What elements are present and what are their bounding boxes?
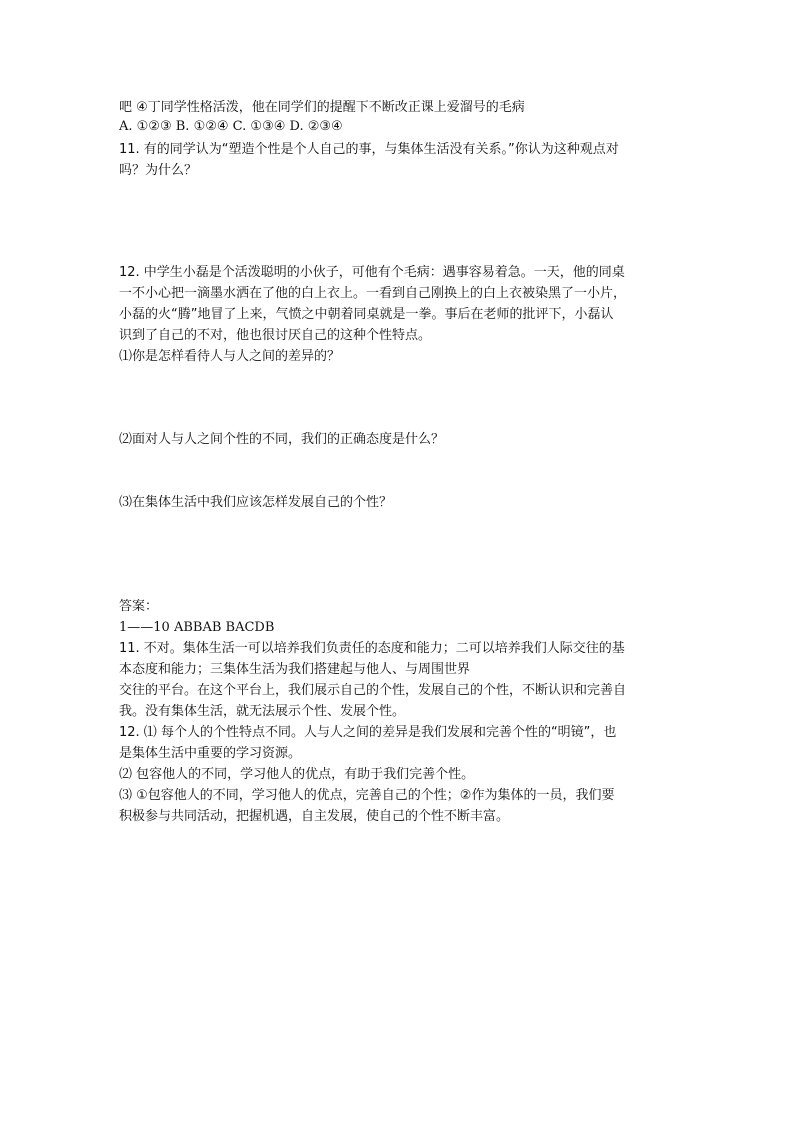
answers-choice: 1——10 ABBAB BACDB [119,620,275,635]
answer-12-line-2: 是集体生活中重要的学习资源。 [119,746,302,761]
answers-title: 答案： [119,599,159,614]
q12-sub1: ⑴你是怎样看待人与人之间的差异的？ [119,349,341,364]
answer-11-line-2: 本态度和能力；三集体生活为我们搭建起与他人、与周围世界 [119,662,471,677]
answer-11-line-4: 我。没有集体生活，就无法展示个性、发展个性。 [119,704,406,719]
answer-12-line-4: ⑶ ①包容他人的不同，学习他人的优点，完善自己的个性；②作为集体的一员，我们要 [119,788,615,803]
q10-line-end: 吧 ④丁同学性格活泼，他在同学们的提醒下不断改正课上爱溜号的毛病 [119,100,525,115]
q10-options: A. ①②③ B. ①②④ C. ①③④ D. ②③④ [119,119,343,134]
q12-sub3: ⑶在集体生活中我们应该怎样发展自己的个性？ [119,495,393,510]
answer-12-line-5: 积极参与共同活动，把握机遇，自主发展，使自己的个性不断丰富。 [119,809,510,824]
q11-line-1: 11. 有的同学认为“塑造个性是个人自己的事，与集体生活没有关系。”你认为这种观点对 [119,142,619,157]
answer-11-line-3: 交往的平台。在这个平台上，我们展示自己的个性，发展自己的个性，不断认识和完善自 [119,683,627,698]
q12-line-4: 识到了自己的不对，他也很讨厌自己的这种个性特点。 [119,328,432,343]
answer-12-line-3: ⑵ 包容他人的不同，学习他人的优点，有助于我们完善个性。 [119,767,475,782]
answer-12-line-1: 12. ⑴ 每个人的个性特点不同。人与人之间的差异是我们发展和完善个性的“明镜”，也 [119,725,617,740]
q12-sub2: ⑵面对人与人之间个性的不同，我们的正确态度是什么？ [119,432,445,447]
q12-line-3: 小磊的火“腾”地冒了上来，气愤之中朝着同桌就是一拳。事后在老师的批评下，小磊认 [119,307,614,322]
q12-line-2: 一不小心把一滴墨水洒在了他的白上衣上。一看到自己刚换上的白上衣被染黑了一小片， [119,286,627,301]
answer-11-line-1: 11. 不对。集体生活一可以培养我们负责任的态度和能力；二可以培养我们人际交往的基 [119,641,625,656]
q12-line-1: 12. 中学生小磊是个活泼聪明的小伙子，可他有个毛病：遇事容易着急。一天，他的同桌 [119,265,625,280]
q11-line-2: 吗？为什么？ [119,163,198,178]
